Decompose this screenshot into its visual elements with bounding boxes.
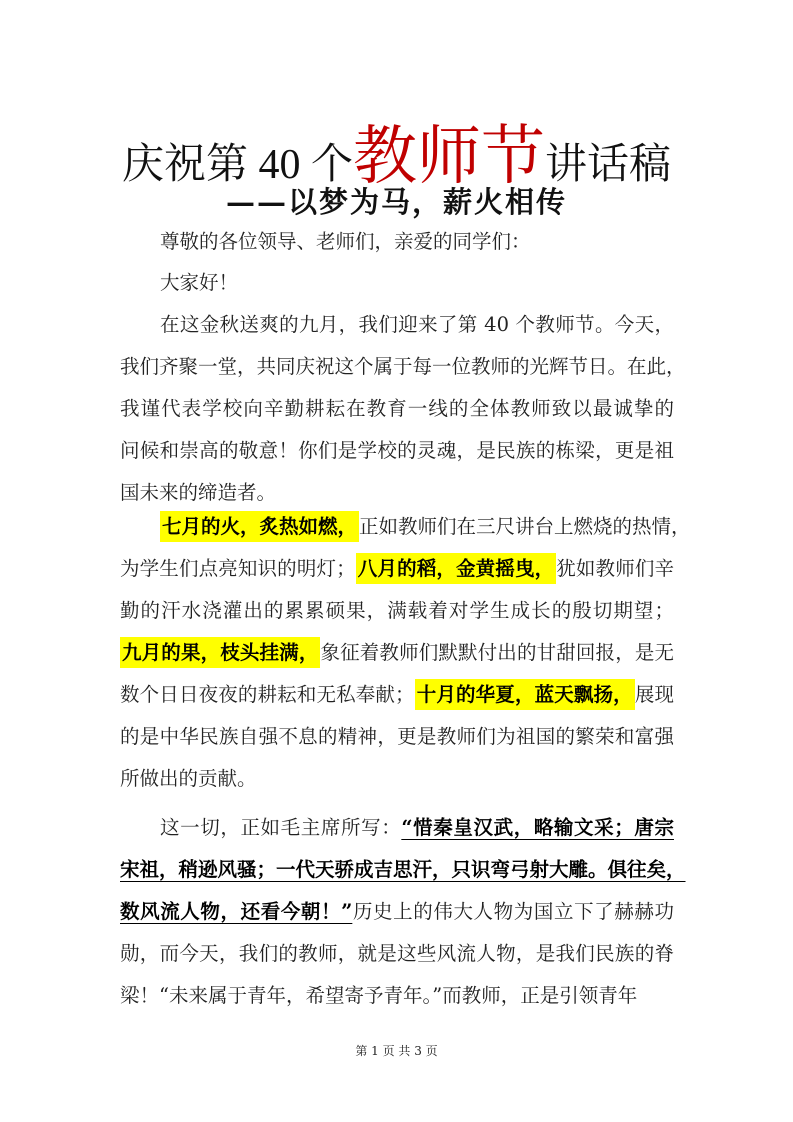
text-line	[120, 347, 686, 389]
text-line	[120, 717, 674, 759]
highlighted-text: 十月的华夏，蓝天飘扬，	[415, 679, 635, 710]
body-text: 在这金秋送爽的九月，我们迎来了第 40 个教师节。今天，	[160, 313, 674, 336]
body-text: 象征着教师们默默付出的甘甜回报，是无	[320, 641, 674, 664]
body-text: 我们齐聚一堂，共同庆祝这个属于每一位教师的光辉节日。在此，	[120, 355, 686, 378]
paragraph	[120, 305, 686, 515]
body-text: 问候和崇高的敬意！你们是学校的灵魂，是民族的栋梁，更是祖	[120, 439, 674, 462]
body-text: 这一切，正如毛主席所写：	[160, 816, 402, 839]
text-line	[120, 389, 674, 431]
underlined-quote: “惜秦皇汉武，略输文采；唐宗	[401, 816, 674, 839]
body-text: 尊敬的各位领导、老师们，亲爱的同学们：	[160, 230, 531, 253]
text-line	[120, 850, 686, 892]
text-line	[120, 934, 674, 976]
highlighted-text: 八月的稻，金黄摇曳，	[356, 553, 557, 584]
text-line	[120, 222, 674, 264]
text-line	[120, 892, 674, 934]
document-subtitle: ——以梦为马，薪火相传	[225, 185, 567, 219]
body-text: 展现	[634, 683, 674, 706]
text-line	[120, 263, 674, 305]
text-line	[120, 633, 674, 675]
text-line	[120, 675, 674, 717]
body-text: 犹如教师们辛	[556, 557, 674, 580]
body-text: 梁！“未来属于青年，希望寄予青年。”而教师，正是引领青年	[120, 984, 638, 1007]
body-text: 我谨代表学校向辛勤耕耘在教育一线的全体教师致以最诚挚的	[120, 397, 674, 420]
title-part-1: 庆祝第 40 个	[121, 142, 353, 188]
paragraph	[120, 222, 674, 264]
text-line	[120, 976, 674, 1018]
text-line	[120, 549, 674, 591]
paragraph	[120, 507, 691, 801]
title-part-2: 讲话稿	[545, 142, 672, 188]
body-text: 正如教师们在三尺讲台上燃烧的热情，	[359, 515, 691, 538]
text-line	[120, 305, 674, 347]
text-line	[120, 507, 691, 549]
text-line	[120, 759, 674, 801]
body-text: 勋，而今天，我们的教师，就是这些风流人物，是我们民族的脊	[120, 942, 674, 965]
body-text: 大家好！	[160, 271, 239, 294]
body-text: 为学生们点亮知识的明灯；	[120, 557, 356, 580]
text-line	[120, 808, 674, 850]
highlighted-text: 九月的果，枝头挂满，	[120, 637, 320, 668]
text-line	[120, 431, 674, 473]
page-footer: 第 1 页 共 3 页	[355, 1044, 438, 1058]
body-text: 的是中华民族自强不息的精神，更是教师们为祖国的繁荣和富强	[120, 725, 674, 748]
body-text: 历史上的伟大人物为国立下了赫赫功	[352, 900, 674, 923]
underlined-quote: 宋祖，稍逊风骚；一代天骄成吉思汗，只识弯弓射大雕。俱往矣，	[120, 858, 686, 881]
body-text: 数个日日夜夜的耕耘和无私奉献；	[120, 683, 415, 706]
paragraph	[120, 263, 674, 305]
highlighted-text: 七月的火，炙热如燃，	[160, 511, 359, 542]
body-text: 所做出的贡献。	[120, 767, 257, 790]
text-line	[120, 591, 674, 633]
title-highlight: 教师节	[353, 121, 545, 192]
paragraph	[120, 808, 686, 1018]
body-text: 勤的汗水浇灌出的累累硕果，满载着对学生成长的殷切期望；	[120, 599, 674, 622]
body-text: 国未来的缔造者。	[120, 481, 277, 504]
underlined-quote: 数风流人物，还看今朝！”	[120, 900, 353, 923]
